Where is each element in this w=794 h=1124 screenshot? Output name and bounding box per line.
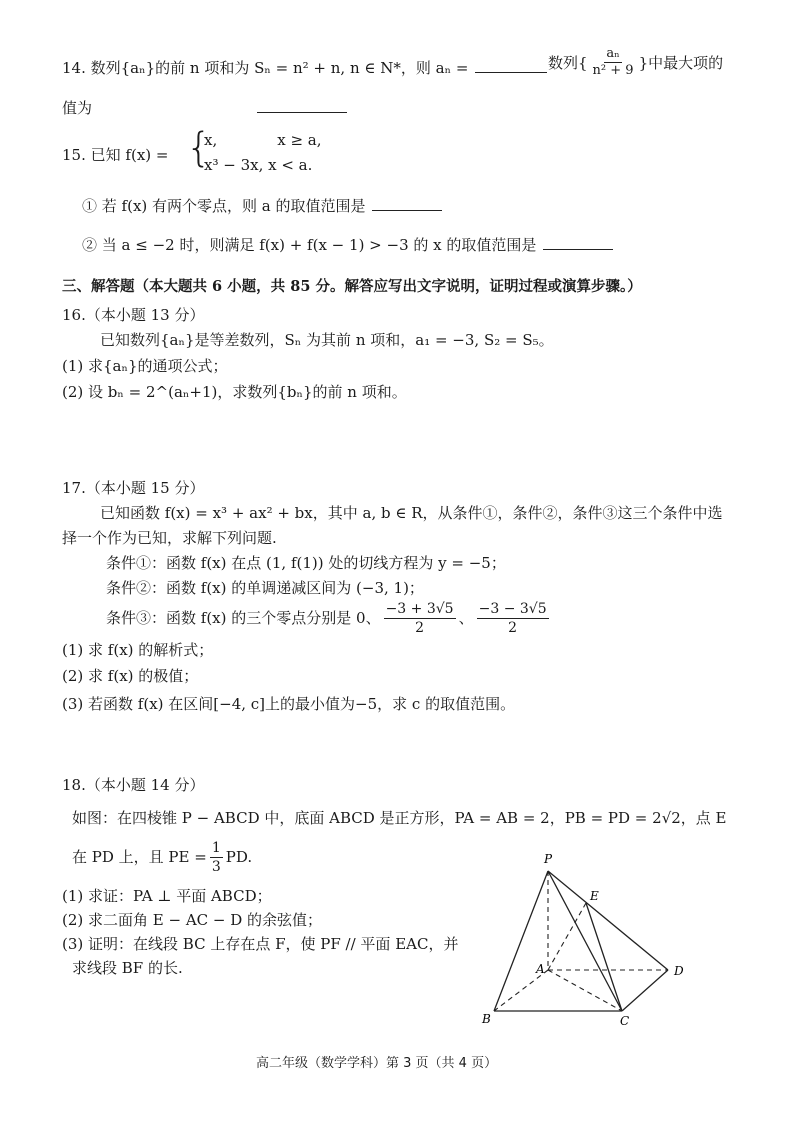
q18-heading: 18.（本小题 14 分） [62, 776, 205, 794]
q16-part2: (2) 设 bₙ = 2^(aₙ+1)，求数列{bₙ}的前 n 项和。 [62, 383, 407, 401]
q14-frac-num: aₙ [606, 46, 620, 61]
q18-frac-num: 1 [211, 839, 221, 856]
edge-PB [494, 871, 548, 1011]
label-E: E [590, 889, 599, 903]
q14-fraction [591, 46, 636, 79]
q17-c3-f2-num: −3 − 3√5 [478, 600, 547, 617]
q15-part2-text: ② 当 a ≤ −2 时，则满足 f(x) + f(x − 1) > −3 的 x 的取值范围是 [82, 236, 537, 254]
q17-condition1: 条件①：函数 f(x) 在点 (1, f(1)) 处的切线方程为 y = −5； [106, 554, 506, 572]
q18-given-line1: 如图：在四棱锥 P − ABCD 中，底面 ABCD 是正方形，PA = AB = 2，PB = PD = 2√2，点 E [72, 809, 727, 827]
q18-part3-line2: 求线段 BF 的长. [72, 959, 183, 977]
q15-blank-1 [372, 196, 442, 211]
q17-c3-text: 条件③：函数 f(x) 的三个零点分别是 0、 [106, 609, 381, 627]
q14-line1 [62, 58, 549, 78]
q15-case2: x³ − 3x, x < a. [204, 156, 313, 174]
q17-c3-fraction2 [477, 600, 549, 637]
q17-c3-f2-den: 2 [508, 619, 518, 636]
q15-brace-icon: { [186, 125, 212, 171]
q15-part1-text: ① 若 f(x) 有两个零点，则 a 的取值范围是 [82, 197, 366, 215]
q14-value-label: 值为 [62, 99, 93, 117]
q17-part1: (1) 求 f(x) 的解析式； [62, 641, 214, 659]
label-D: D [674, 964, 684, 978]
q15-part1 [82, 196, 444, 216]
q17-c3-sep: 、 [458, 609, 474, 627]
q15-part2 [82, 235, 615, 255]
q15-lead [62, 145, 168, 165]
q14-seq-label: 数列{ [548, 53, 588, 72]
q18-given-line2 [72, 834, 252, 880]
q17-given-line1: 已知函数 f(x) = x³ + ax² + bx，其中 a, b ∈ R，从条件①，条件②，条件③这三个条件中选 [100, 504, 723, 522]
q17-condition2: 条件②：函数 f(x) 的单调递减区间为 (−3, 1)； [106, 579, 424, 597]
q18-part1: (1) 求证：PA ⊥ 平面 ABCD； [62, 887, 272, 905]
q18-fraction [210, 839, 223, 876]
q17-part3: (3) 若函数 f(x) 在区间[−4, c]上的最小值为−5，求 c 的取值范围。 [62, 695, 516, 713]
q17-c3-fraction1 [384, 600, 456, 637]
q18-part2: (2) 求二面角 E − AC − D 的余弦值； [62, 911, 323, 929]
q15-text: 已知 f(x) = [90, 146, 169, 164]
q16-part1: (1) 求{aₙ}的通项公式； [62, 357, 228, 375]
q17-c3-f1-den: 2 [415, 619, 425, 636]
pyramid-figure [470, 845, 710, 1030]
q17-heading: 17.（本小题 15 分） [62, 479, 205, 497]
q14-text: 数列{aₙ}的前 n 项和为 Sₙ = n² + n, n ∈ N*，则 aₙ = [90, 59, 469, 77]
q18-given-text: 在 PD 上，且 PE = [72, 848, 207, 866]
q18-part3-line1: (3) 证明：在线段 BC 上存在点 F，使 PF // 平面 EAC，并 [62, 935, 459, 953]
page-footer: 高二年级（数学学科）第 3 页（共 4 页） [256, 1056, 498, 1071]
edge-EC [586, 903, 622, 1011]
label-P: P [544, 852, 553, 866]
q14-blank-2 [257, 98, 347, 113]
edge-PC [548, 871, 622, 1011]
q17-given-line2: 择一个作为已知，求解下列问题. [62, 529, 277, 547]
label-A: A [536, 962, 545, 976]
q14-blank-1 [475, 58, 547, 73]
q14-number: 14. [62, 59, 86, 77]
q14-sequence-expression [548, 46, 723, 79]
label-C: C [620, 1014, 630, 1028]
edge-PD [548, 871, 668, 970]
q17-condition3 [106, 596, 552, 640]
q15-number: 15. [62, 146, 86, 164]
q15-blank-2 [543, 235, 613, 250]
q14-frac-den: n² + 9 [592, 63, 634, 78]
label-B: B [482, 1012, 491, 1026]
q18-frac-den: 3 [211, 858, 221, 875]
section-3-heading: 三、解答题（本大题共 6 小题，共 85 分。解答应写出文字说明，证明过程或演算步骤。） [62, 278, 642, 295]
q14-line2 [62, 98, 349, 118]
q17-part2: (2) 求 f(x) 的极值； [62, 667, 199, 685]
q17-c3-f1-num: −3 + 3√5 [385, 600, 454, 617]
q18-given-tail: PD. [225, 848, 253, 866]
q16-given: 已知数列{aₙ}是等差数列，Sₙ 为其前 n 项和，a₁ = −3, S₂ = S₅。 [100, 331, 554, 349]
q16-heading: 16.（本小题 13 分） [62, 306, 205, 324]
q15-case1: x, x ≥ a, [204, 131, 322, 149]
q14-seq-suffix: }中最大项的 [638, 53, 724, 72]
edge-CD [622, 970, 668, 1011]
edge-AE-hidden [548, 903, 586, 970]
